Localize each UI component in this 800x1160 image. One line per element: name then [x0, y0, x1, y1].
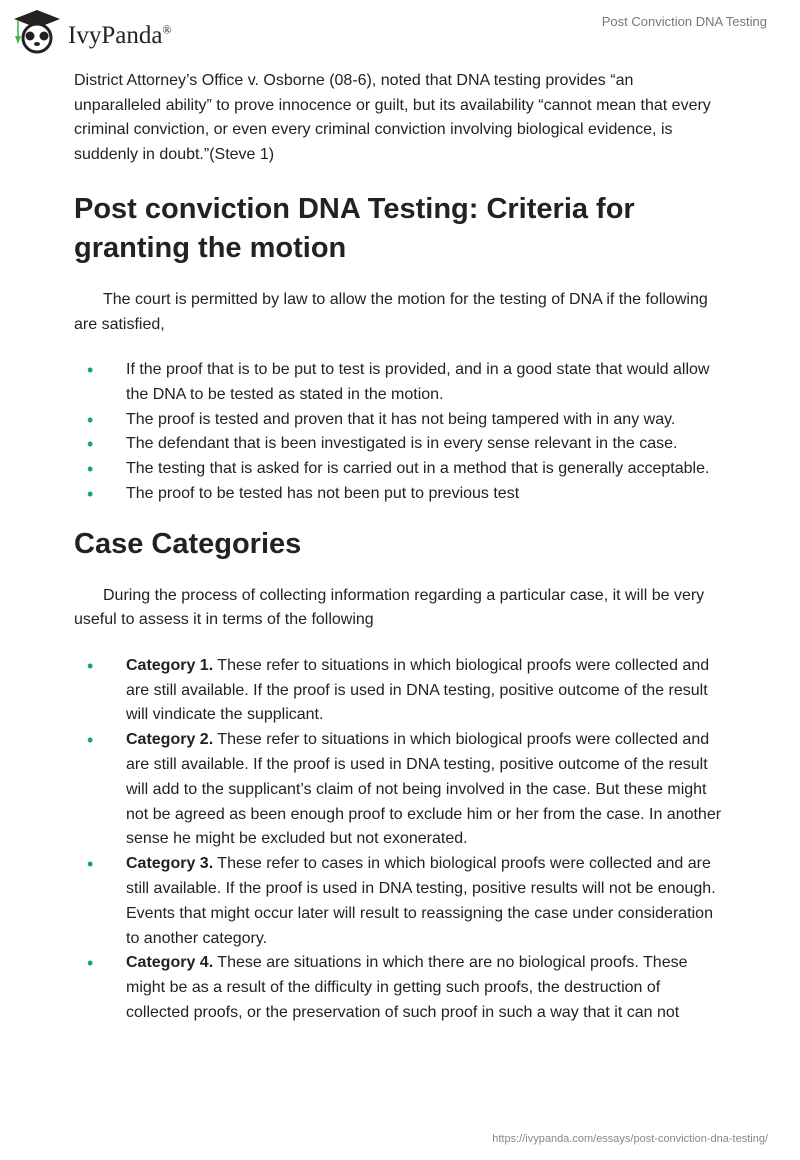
criteria-paragraph: The court is permitted by law to allow the motion for the testing of DNA if the following are satisfied, — [74, 291, 708, 333]
bullet-icon: • — [87, 730, 94, 751]
ivypanda-logo[interactable] — [12, 8, 172, 54]
bullet-icon: • — [87, 459, 94, 480]
criteria-list — [74, 358, 724, 507]
list-item: • If the proof that is to be put to test is provided, and in a good state that would allow the DNA to be tested as stated in the motion. — [87, 360, 710, 403]
essay-content — [74, 69, 724, 1026]
list-item: • Category 4. These are situations in which there are no biological proofs. These might be as a result of the difficulty in getting such proofs, the destruction of collected proofs, or the preservation of such proof in such a way that it can not — [87, 953, 688, 1021]
bullet-icon: • — [87, 655, 94, 676]
list-item: • The proof to be tested has not been put to previous test — [74, 482, 724, 507]
bullet-icon: • — [87, 434, 94, 455]
categories-list — [74, 654, 724, 1026]
list-item: • Category 2. These refer to situations in which biological proofs were collected and are still available. If the proof is used in DNA testing, positive outcome of the result will add to the supplicant’s claim of not being involved in the case. But these might not be agreed as been enough proof to exclude him or her from the case. In another sense he might be excluded but not exonerated. — [87, 730, 722, 848]
bullet-icon: • — [87, 409, 94, 430]
source-url[interactable]: https://ivypanda.com/essays/post-conviction-dna-testing/ — [492, 1133, 768, 1145]
list-item: • Category 3. These refer to cases in which biological proofs were collected and are still available. If the proof is used in DNA testing, positive results will not be enough. Events that might occur later will result to reassigning the case under consideration to another category. — [87, 854, 716, 947]
bullet-icon: • — [87, 854, 94, 875]
logo-text: IvyPanda® — [68, 22, 172, 49]
section-heading-case-categories: Case Categories — [74, 527, 302, 560]
bullet-icon: • — [87, 953, 94, 974]
bullet-icon: • — [87, 483, 94, 504]
list-item: • The testing that is asked for is carried out in a method that is generally acceptable. — [74, 457, 724, 482]
document-title: Post Conviction DNA Testing — [601, 14, 767, 29]
panda-graduate-icon — [12, 8, 62, 54]
list-item: • The proof is tested and proven that it has not being tampered with in any way. — [74, 408, 724, 433]
intro-paragraph: District Attorney’s Office v. Osborne (08-6), noted that DNA testing provides “an unparalleled ability” to prove innocence or guilt, but its availability “cannot mean that every criminal conviction, or even every criminal conviction involving biological evidence, is suddenly in doubt.”(Steve 1) — [74, 72, 711, 163]
list-item: • Category 1. These refer to situations in which biological proofs were collected and are still available. If the proof is used in DNA testing, positive outcome of the result will vindicate the supplicant. — [87, 655, 710, 724]
section-heading-criteria: Post conviction DNA Testing: Criteria for granting the motion — [74, 193, 635, 264]
categories-paragraph: During the process of collecting information regarding a particular case, it will be very useful to assess it in terms of the following — [74, 586, 705, 629]
list-item: • The defendant that is been investigated is in every sense relevant in the case. — [74, 432, 724, 457]
page-header — [0, 0, 800, 60]
bullet-icon: • — [87, 360, 94, 380]
